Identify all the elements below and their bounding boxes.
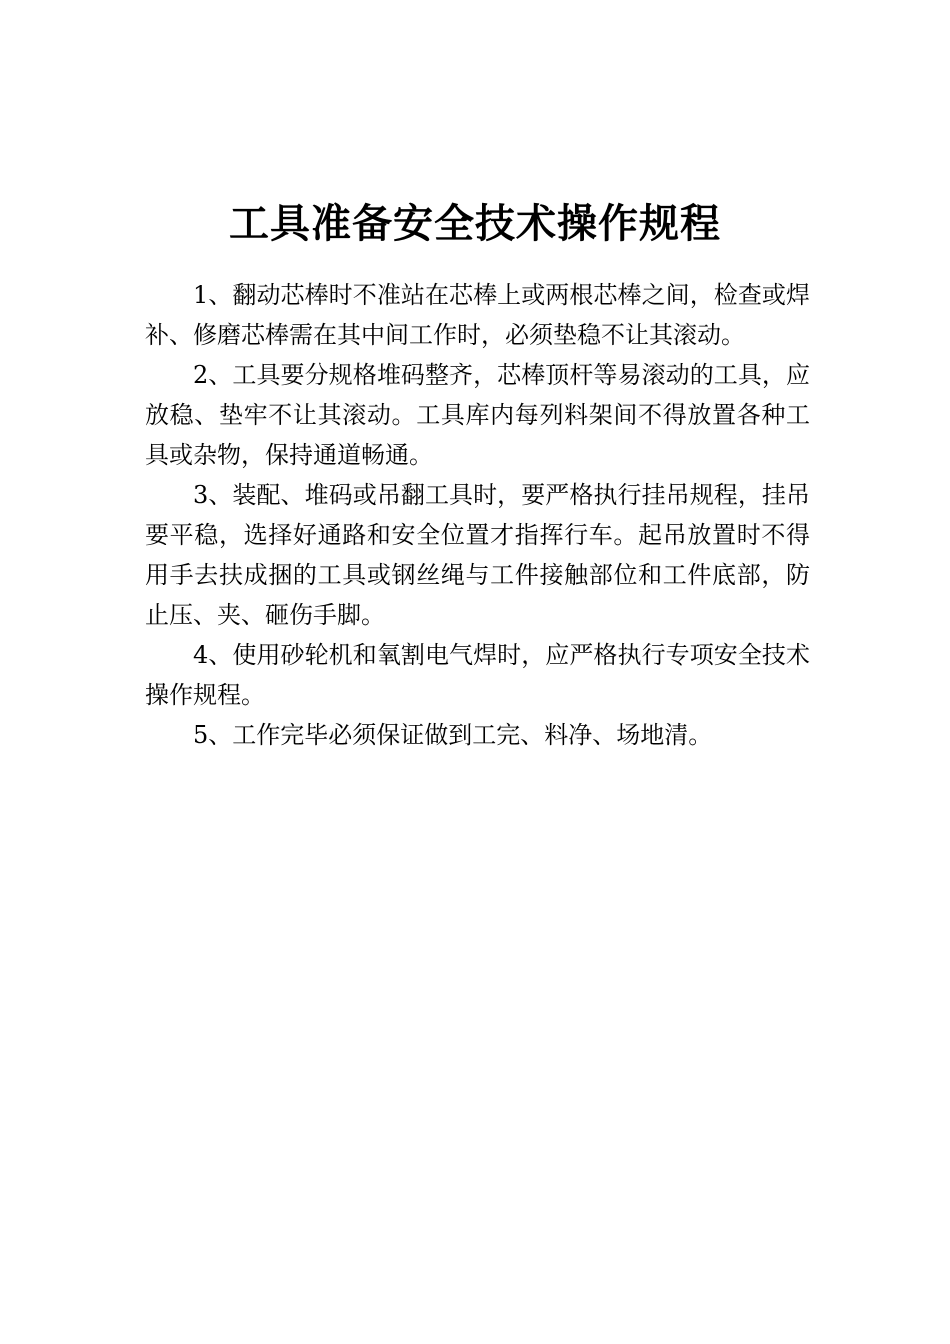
paragraph-5: 5、工作完毕必须保证做到工完、料净、场地清。 [193,721,713,749]
paragraph-2: 2、工具要分规格堆码整齐，芯棒顶杆等易滚动的工具，应放稳、垫牢不让其滚动。工具库内每列料架间不得放置各种工具或杂物，保持通道畅通。 [145,361,810,469]
paragraph-3: 3、装配、堆码或吊翻工具时，要严格执行挂吊规程，挂吊要平稳，选择好通路和安全位置才指挥行车。起吊放置时不得用手去扶成捆的工具或钢丝绳与工件接触部位和工件底部，防止压、夹、砸伤手脚。 [145,481,810,629]
paragraph-4: 4、使用砂轮机和氧割电气焊时，应严格执行专项安全技术操作规程。 [145,641,810,709]
document-body [145,275,810,755]
paragraph-1: 1、翻动芯棒时不准站在芯棒上或两根芯棒之间，检查或焊补、修磨芯棒需在其中间工作时，必须垫稳不让其滚动。 [145,281,810,349]
page-title: 工具准备安全技术操作规程 [229,200,721,247]
